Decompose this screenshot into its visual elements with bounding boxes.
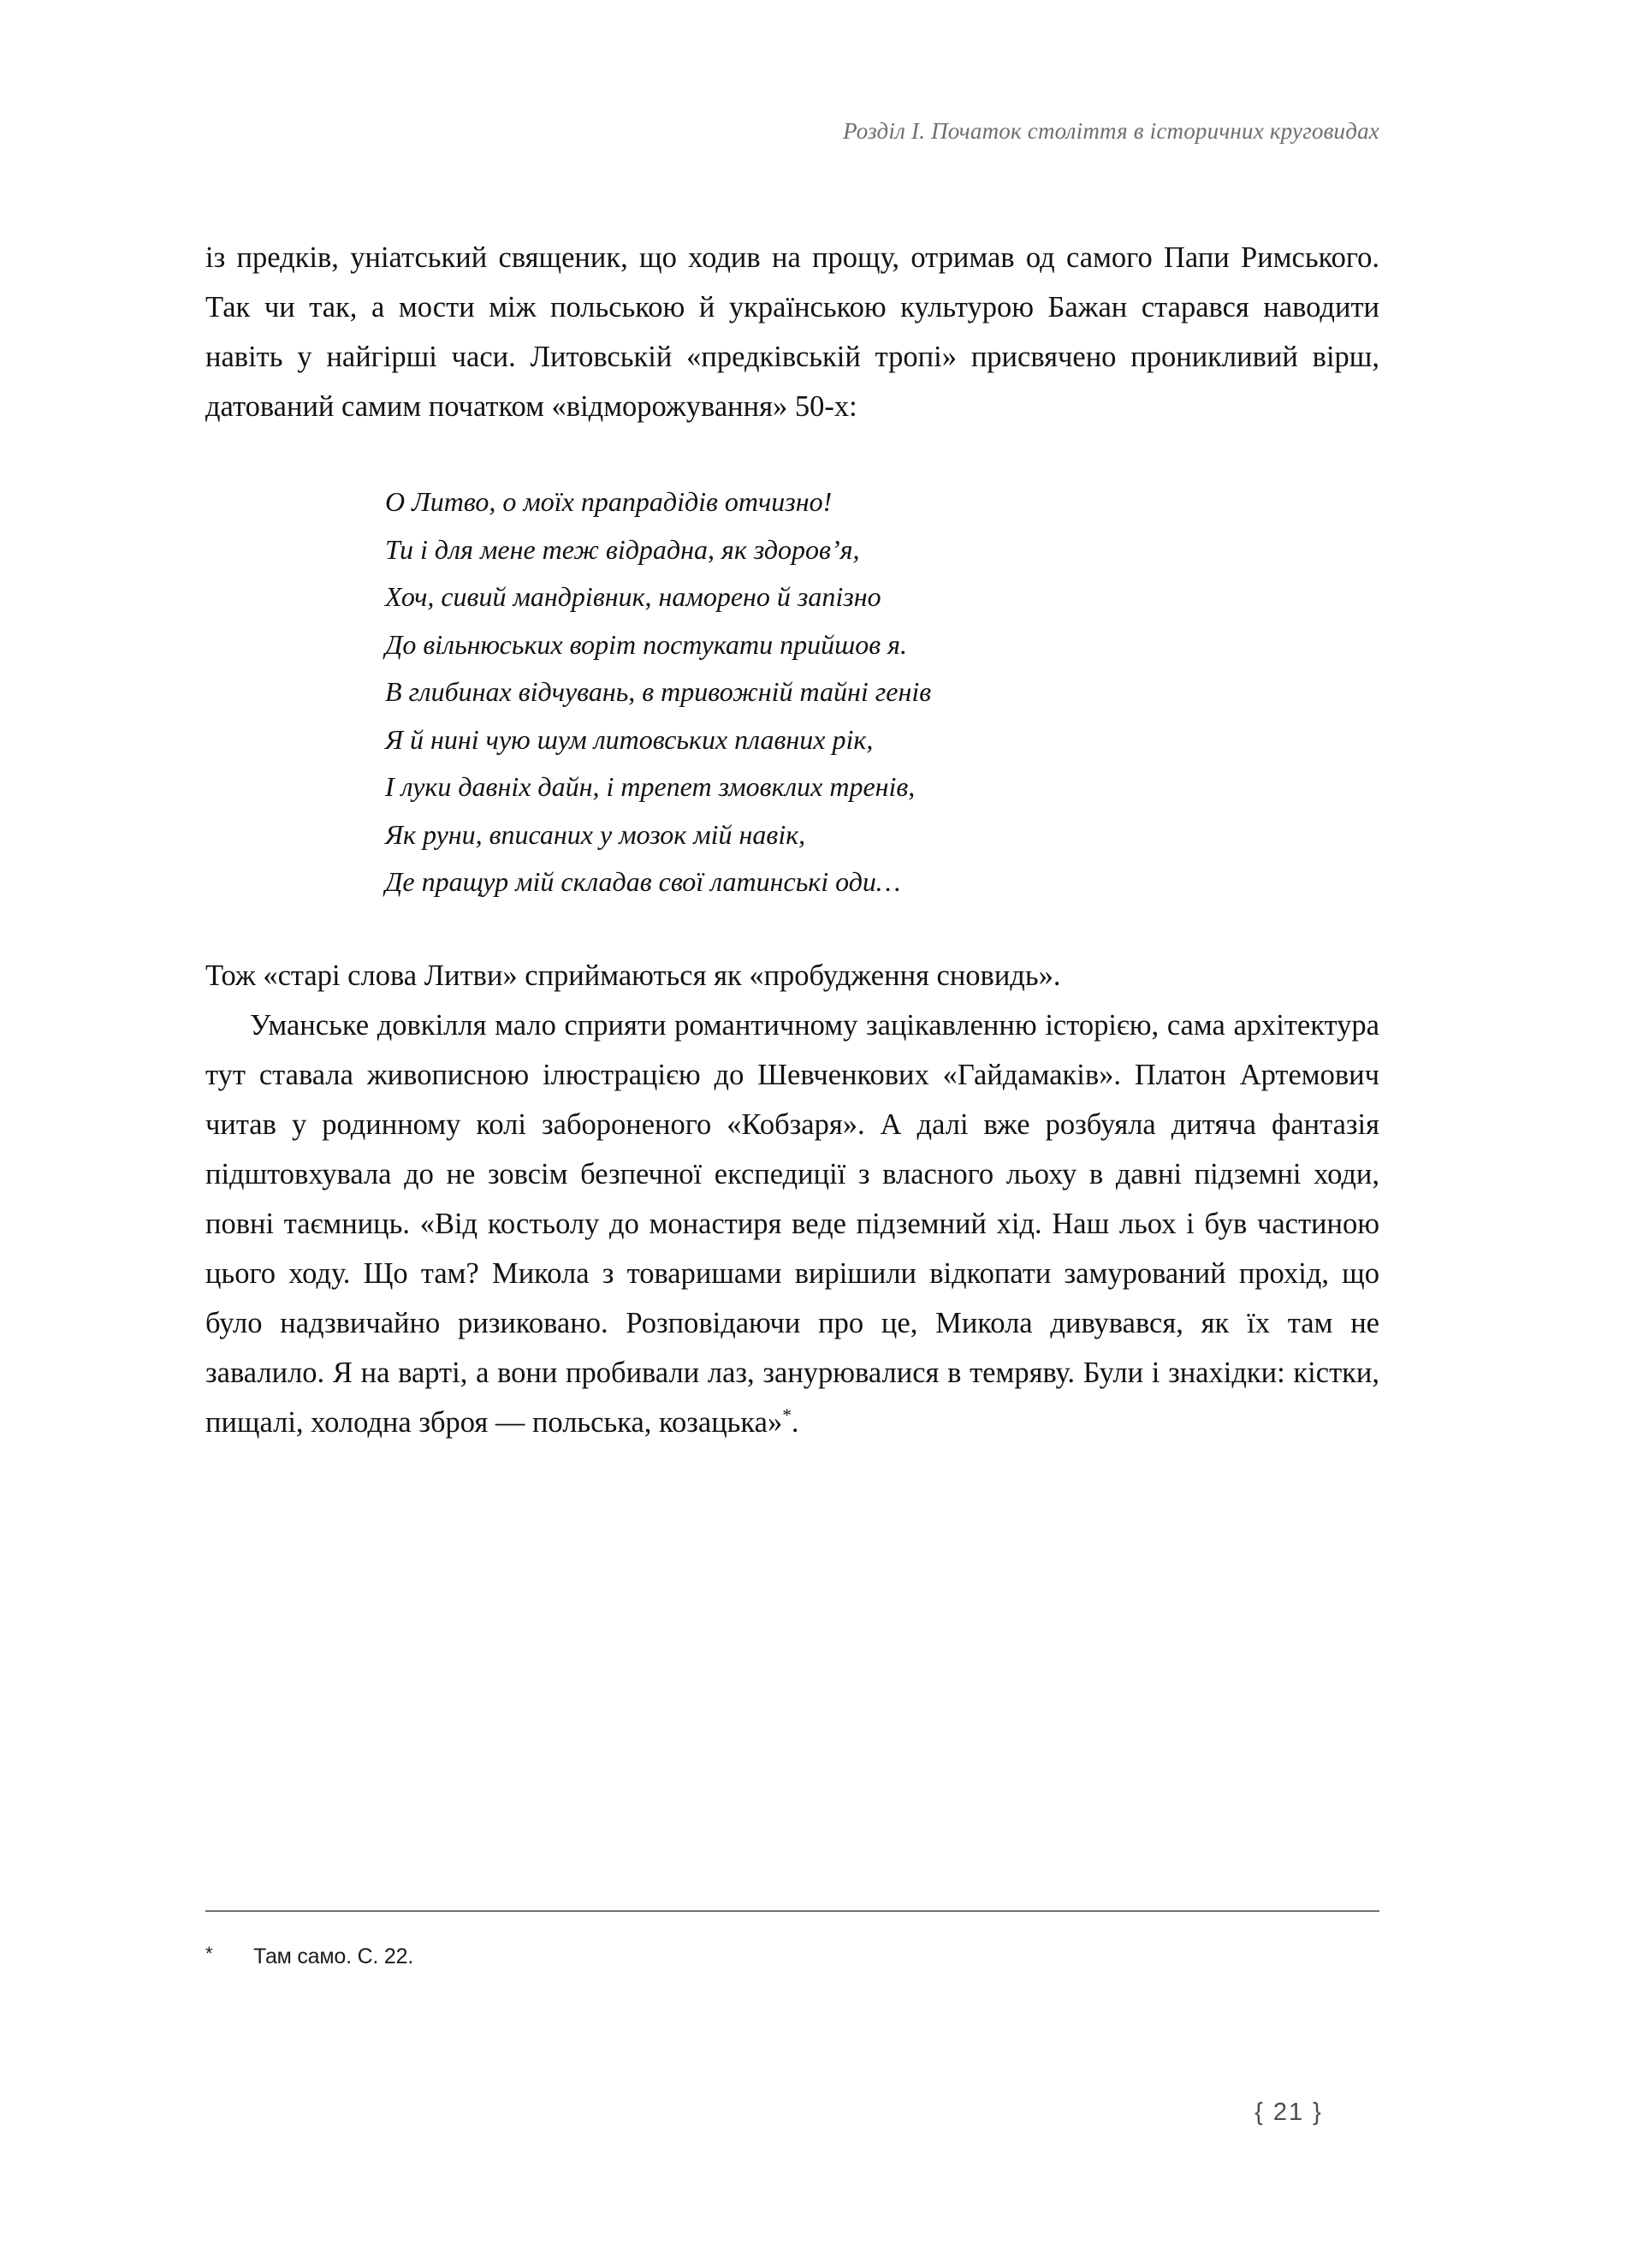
- footnote-marker: *: [205, 1943, 213, 1964]
- paragraph-text: Уманське довкілля мало сприяти романтичному зацікавленню історією, сама архітектура тут ставала живописною ілюстрацією до Шевченкових «Гайдамаків». Платон Артемович читав у родинному колі забороненого «Кобзаря». А далі вже розбуяла дитяча фантазія підштовхувала до не зовсім безпечної експедиції з власного льоху в давні підземні ходи, повні таємниць. «Від костьолу до монастиря веде підземний хід. Наш льох і був частиною цього ходу. Що там? Микола з товаришами вирішили відкопати замурований прохід, що було надзвичайно ризиковано. Розповідаючи про це, Микола дивувався, як їх там не завалило. Я на варті, а вони пробивали лаз, занурювалися в темряву. Були і знахідки: кістки, пищалі, холодна зброя — польська, козацька»: [205, 1008, 1379, 1439]
- footnote-reference-mark[interactable]: *: [782, 1404, 792, 1425]
- running-header: Розділ I. Початок століття в історичних круговидах: [843, 118, 1379, 144]
- footnote-text: Там само. С. 22.: [253, 1944, 414, 1968]
- body-paragraph-uman: [205, 1000, 1379, 1447]
- body-paragraph-continuation: із предків, уніатський священик, що ходив на прощу, отримав од самого Папи Римського. Так чи так, а мости між польською й українською культурою Бажан старався наводити навіть у найгірші часи. Литовській «предківській тропі» присвячено проникливий вірш, датований самим початком «відморожування» 50-х:: [205, 241, 1379, 423]
- verse-line: До вільнюських воріт постукати прийшов я.: [385, 628, 907, 660]
- verse-line: Хоч, сивий мандрівник, наморено й запізно: [385, 581, 881, 612]
- footnote-separator-rule: [205, 1910, 1379, 1912]
- verse-block: [205, 431, 1379, 951]
- verse-line: Я й нині чую шум литовських плавних рік,: [385, 723, 874, 755]
- verse-line: О Литво, о моїх прапрадідів отчизно!: [385, 486, 833, 517]
- main-text-column: [205, 233, 1379, 1447]
- verse-line: Як руни, вписаних у мозок мій навік,: [385, 818, 806, 850]
- verse-line: Де пращур мій складав свої латинські оди…: [385, 866, 901, 897]
- footnote-area: [205, 1910, 1379, 1970]
- verse-line: І луки давніх дайн, і трепет змовклих тренів,: [385, 771, 916, 802]
- footnote-item: [205, 1943, 1379, 1970]
- verse-line: В глибинах відчувань, в тривожній тайні генів: [385, 676, 932, 707]
- paragraph-trailing-punctuation: .: [791, 1405, 799, 1439]
- verse-line: Ти і для мене теж відрадна, як здоров’я,: [385, 533, 860, 565]
- page-number: { 21 }: [1254, 2099, 1323, 2126]
- body-paragraph-quote-summary: Тож «старі слова Литви» сприймаються як «пробудження сновидь».: [205, 959, 1061, 992]
